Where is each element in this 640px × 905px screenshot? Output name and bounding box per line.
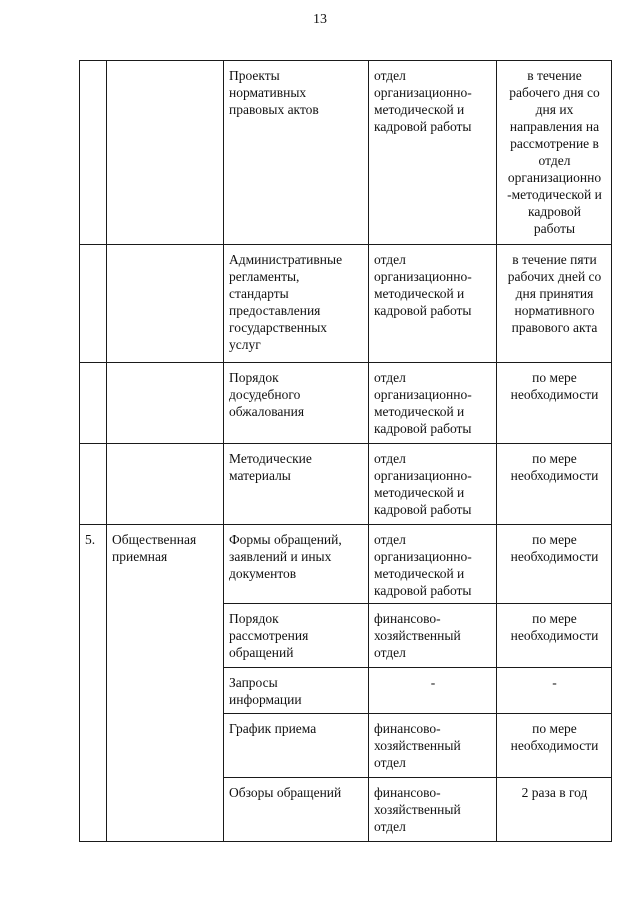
row-number — [80, 363, 107, 444]
deadline: по мере необходимости — [497, 444, 612, 525]
table-row — [80, 363, 612, 444]
row-number — [80, 245, 107, 363]
deadline: в течение пяти рабочих дней со дня принятия нормативного правового акта — [497, 245, 612, 363]
responsible-unit: отдел организационно- методической и кадровой работы — [369, 525, 497, 604]
section-name — [107, 245, 224, 363]
page-number: 13 — [313, 12, 327, 27]
section-name — [107, 61, 224, 245]
material-name: Методические материалы — [224, 444, 369, 525]
section-name — [107, 444, 224, 525]
responsible-unit: финансово- хозяйственный отдел — [369, 714, 497, 778]
deadline: по мере необходимости — [497, 363, 612, 444]
deadline: 2 раза в год — [497, 778, 612, 842]
section-name: Общественная приемная — [107, 525, 224, 842]
deadline: в течение рабочего дня со дня их направления на рассмотрение в отдел организационно -методической и кадровой работы — [497, 61, 612, 245]
deadline: по мере необходимости — [497, 714, 612, 778]
responsible-unit: отдел организационно- методической и кадровой работы — [369, 363, 497, 444]
deadline: по мере необходимости — [497, 525, 612, 604]
material-name: Административные регламенты, стандарты предоставления государственных услуг — [224, 245, 369, 363]
table-row — [80, 444, 612, 525]
table-row — [80, 525, 612, 604]
material-name: Формы обращений, заявлений и иных документов — [224, 525, 369, 604]
material-name: Порядок рассмотрения обращений — [224, 604, 369, 668]
responsible-unit: - — [369, 668, 497, 714]
material-name: Обзоры обращений — [224, 778, 369, 842]
material-name: Порядок досудебного обжалования — [224, 363, 369, 444]
row-number: 5. — [80, 525, 107, 842]
responsible-unit: отдел организационно- методической и кадровой работы — [369, 61, 497, 245]
material-name: Запросы информации — [224, 668, 369, 714]
responsible-unit: отдел организационно- методической и кадровой работы — [369, 245, 497, 363]
deadline: по мере необходимости — [497, 604, 612, 668]
table-row — [80, 61, 612, 245]
deadline: - — [497, 668, 612, 714]
material-name: Проекты нормативных правовых актов — [224, 61, 369, 245]
table-row — [80, 245, 612, 363]
row-number — [80, 61, 107, 245]
section-name — [107, 363, 224, 444]
information-table — [79, 60, 612, 842]
responsible-unit: отдел организационно- методической и кадровой работы — [369, 444, 497, 525]
responsible-unit: финансово- хозяйственный отдел — [369, 604, 497, 668]
responsible-unit: финансово- хозяйственный отдел — [369, 778, 497, 842]
material-name: График приема — [224, 714, 369, 778]
row-number — [80, 444, 107, 525]
